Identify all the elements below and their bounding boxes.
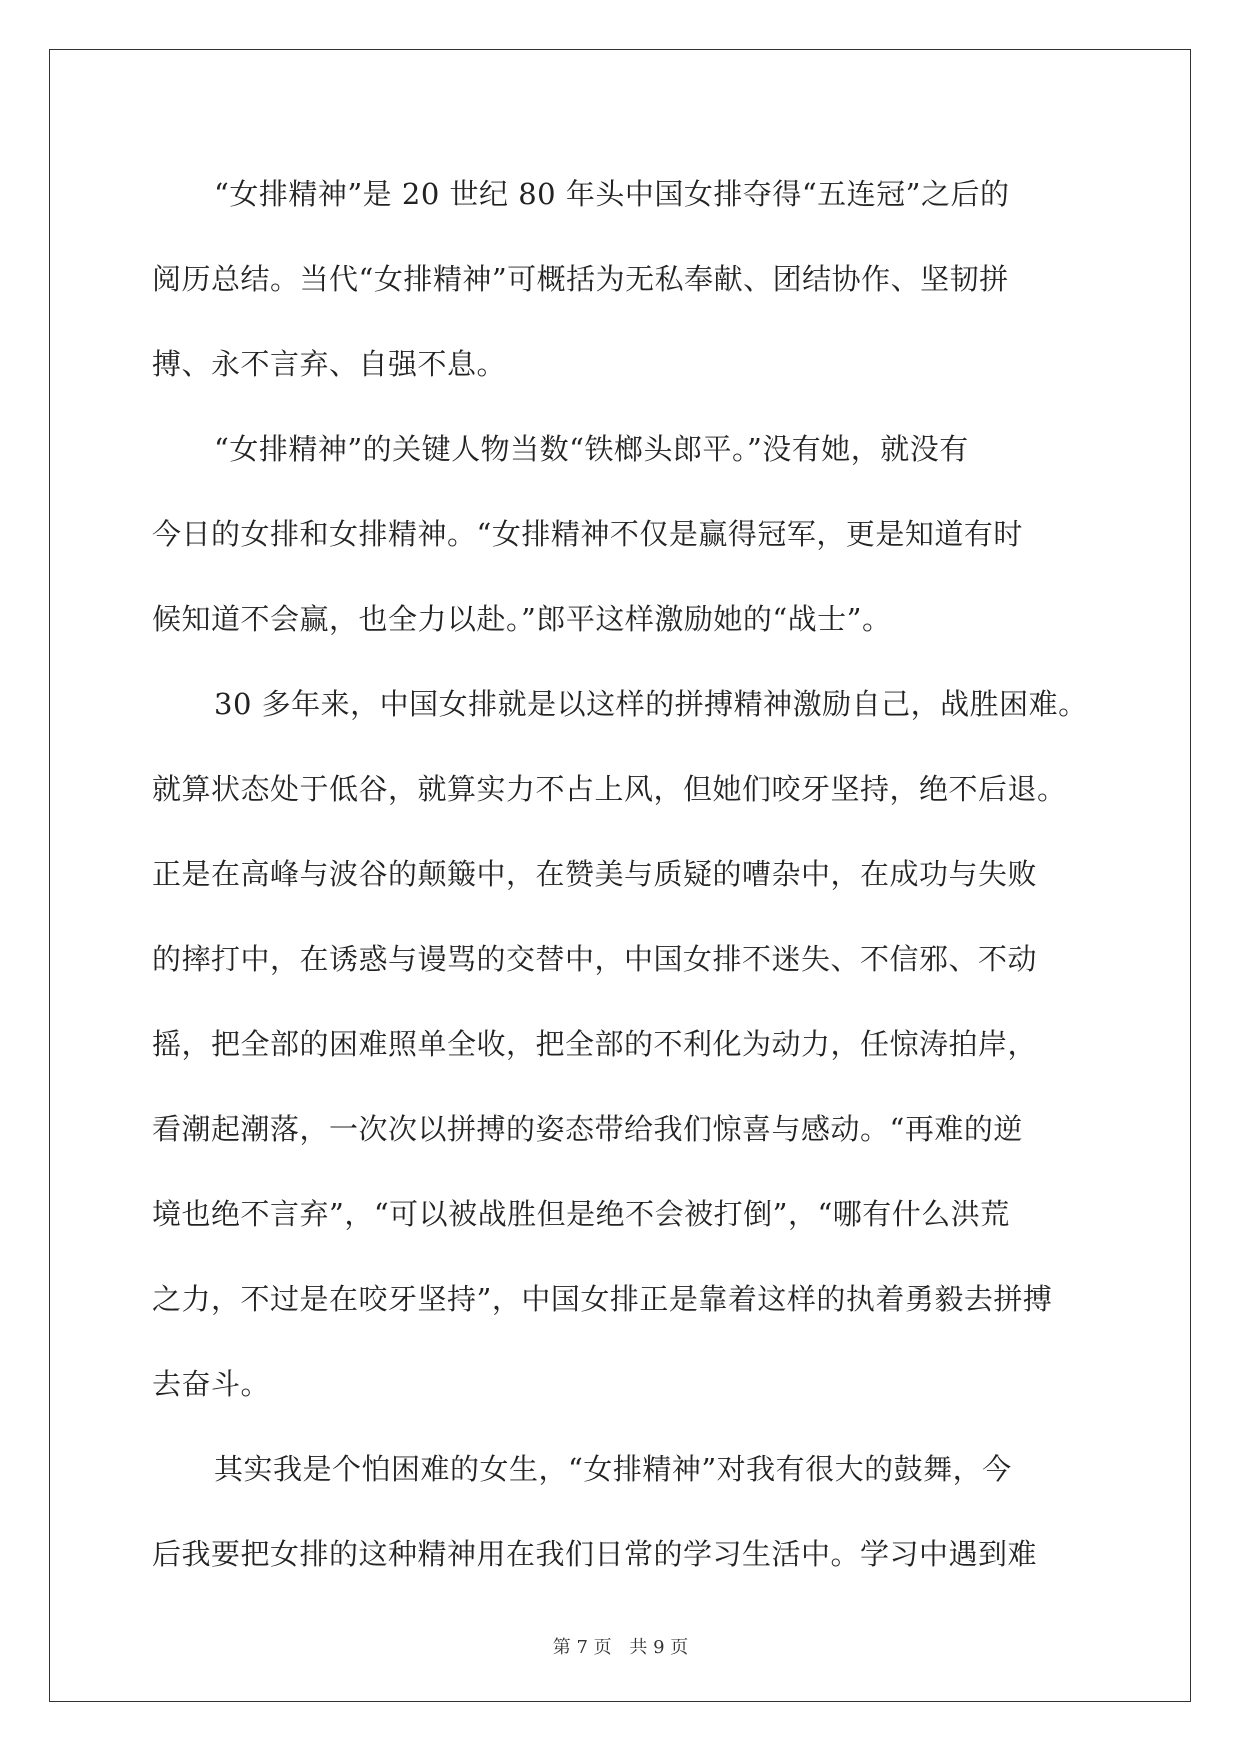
paragraph-line: 搏、永不言弃、自强不息。 [152,347,507,381]
paragraph-4 [152,1441,1092,1611]
paragraph-line: 之力，不过是在咬牙坚持”，中国女排正是靠着这样的执着勇毅去拼搏 [152,1282,1053,1316]
paragraph-line: 候知道不会赢，也全力以赴。”郎平这样激励她的“战士”。 [152,602,892,636]
page-total: 共 9 页 [629,1637,689,1658]
page-footer [0,1633,1241,1659]
paragraph-line: 其实我是个怕困难的女生，“女排精神”对我有很大的鼓舞，今 [214,1452,1012,1486]
paragraph-line: 去奋斗。 [152,1367,271,1401]
document-body [152,166,1092,1611]
paragraph-line: 后我要把女排的这种精神用在我们日常的学习生活中。学习中遇到难 [152,1537,1038,1571]
paragraph-line: 境也绝不言弃”，“可以被战胜但是绝不会被打倒”，“哪有什么洪荒 [152,1197,1010,1231]
paragraph-line: 30 多年来，中国女排就是以这样的拼搏精神激励自己，战胜困难。 [214,687,1088,721]
paragraph-line: 摇，把全部的困难照单全收，把全部的不利化为动力，任惊涛拍岸， [152,1027,1038,1061]
paragraph-line: 阅历总结。当代“女排精神”可概括为无私奉献、团结协作、坚韧拼 [152,262,1009,296]
paragraph-line: 看潮起潮落，一次次以拼搏的姿态带给我们惊喜与感动。“再难的逆 [152,1112,1023,1146]
paragraph-2 [152,421,1092,676]
paragraph-1 [152,166,1092,421]
paragraph-3 [152,676,1092,1441]
paragraph-line: 正是在高峰与波谷的颠簸中，在赞美与质疑的嘈杂中，在成功与失败 [152,857,1038,891]
paragraph-line: “女排精神”是 20 世纪 80 年头中国女排夺得“五连冠”之后的 [214,177,1010,211]
paragraph-line: “女排精神”的关键人物当数“铁榔头郎平。”没有她，就没有 [214,432,969,466]
paragraph-line: 的摔打中，在诱惑与谩骂的交替中，中国女排不迷失、不信邪、不动 [152,942,1038,976]
paragraph-line: 今日的女排和女排精神。“女排精神不仅是赢得冠军，更是知道有时 [152,517,1023,551]
page-number: 第 7 页 [552,1637,612,1658]
paragraph-line: 就算状态处于低谷，就算实力不占上风，但她们咬牙坚持，绝不后退。 [152,772,1067,806]
